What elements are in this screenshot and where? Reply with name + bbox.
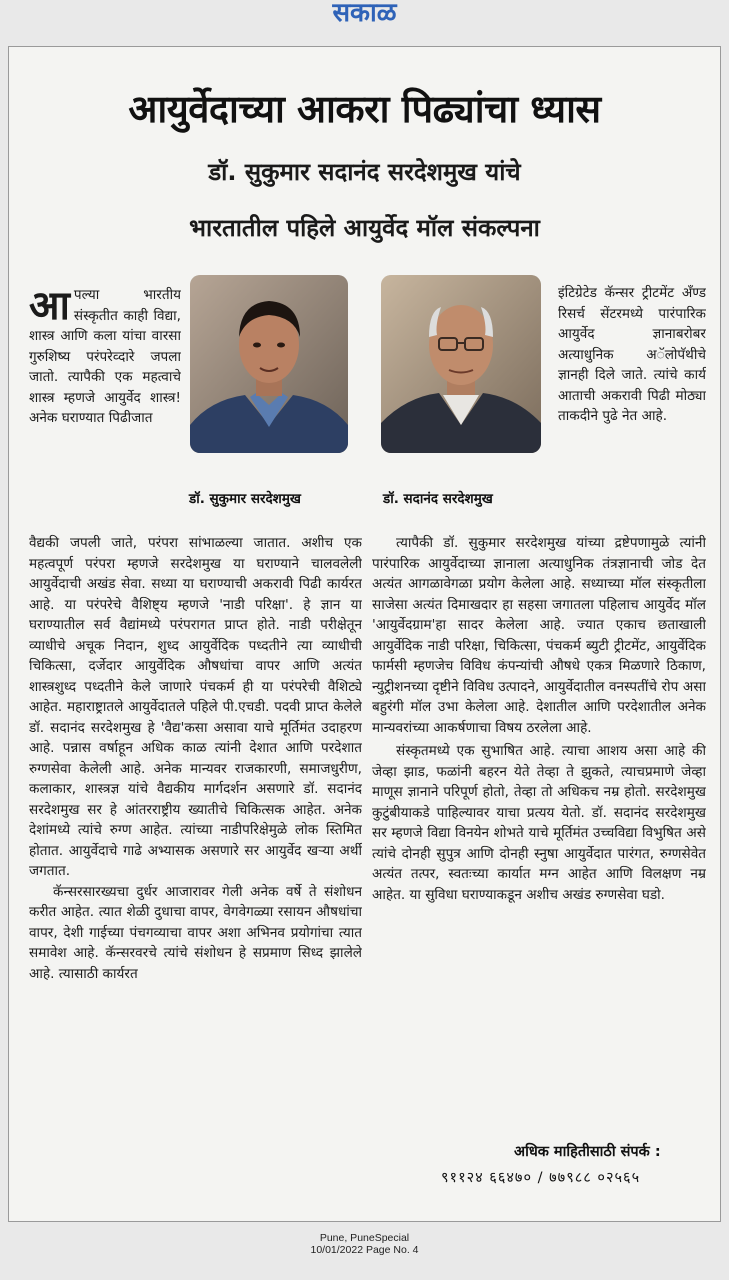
column-2-body <box>372 533 706 1173</box>
footer-edition: Pune, PuneSpecial <box>319 1232 410 1244</box>
column-1-paragraph-2: कॅन्सरसारख्यचा दुर्धर आजारावर गेली अनेक वर्षे ते संशोधन करीत आहेत. त्यात शेळी दुधाचा वापर, वेगवेगळ्या रसायन औषधांचा वापर, देशी गाईच्या पंचगव्याचा वापर अशा अभिनव प्रयोगांचा त्यात समावेश आहे. कॅन्सरवरचे त्यांचे संशोधन हे सप्रमाण सिध्द झालेले आहे. त्यासाठी कार्यरत <box>29 883 362 982</box>
photo-sadanand-sardeshmukh <box>381 275 541 453</box>
headline: आयुर्वेदाच्या आकरा पिढ्यांचा ध्यास <box>128 87 601 131</box>
footer-date-page: 10/01/2022 Page No. 4 <box>310 1244 419 1256</box>
subheadline-1: डॉ. सुकुमार सदानंद सरदेशमुख यांचे <box>208 158 521 186</box>
masthead-logo: सकाळ <box>332 0 397 28</box>
column-2-paragraph-1: त्यापैकी डॉ. सुकुमार सरदेशमुख यांच्या द्रष्टेपणामुळे त्यांनी पारंपारिक आयुर्वेदाच्या ज्ञानाला अत्याधुनिक तंत्रज्ञानाची जोड देत अत्यंत आगळावेगळा प्रयोग केलेला आहे. सध्याच्या मॉल संस्कृतीला साजेसा अत्यंत दिमाखदार हा सहसा जगातला पहिलाच आयुर्वेद मॉल 'आयुर्वेदग्राम'हा सादर केलेला आहे. ज्यात एकाच छताखाली आयुर्वेदिक नाडी परिक्षा, चिकित्सा, पंचकर्म ब्युटी ट्रीटमेंट, आयुर्वेदिक फार्मसी म्हणजेच विविध कंपन्यांची औषधे एकत्र मिळणारे ठिकाण, न्युट्रीशनच्या दृष्टीने विविध उत्पादने, आयुर्वेदातील वनस्पतींचे रोप असा बहुरंगी मॉल उभा केलेला आहे. देशातील आणि परदेशातील अनेक मान्यवरांच्या आकर्षणाचा विषय ठरलेला आहे. <box>372 535 706 736</box>
drop-cap: आ <box>29 285 70 329</box>
column-1-body <box>29 533 362 1167</box>
contact-label: अधिक माहितीसाठी संपर्क : <box>514 1144 661 1160</box>
column-1-paragraph-1: वैद्यकी जपली जाते, परंपरा सांभाळल्या जातात. अशीच एक महत्वपूर्ण परंपरा म्हणजे सरदेशमुख या घराण्याने चालवलेली आयुर्वेदाची अखंड सेवा. सध्या या घराण्याची अकरावी पिढी कार्यरत आहे. या परंपरेचे वैशिष्ट्य म्हणजे 'नाडी परिक्षा'. हे ज्ञान या घराण्यातील सर्व वैद्यांमध्ये परंपरागत प्राप्त होते. नाडी परीक्षेतून व्याधीचे अचूक निदान, शुध्द आयुर्वेदिक पध्दतीने त्या व्याधीची चिकित्सा, दर्जेदार आयुर्वेदिक औषधांचा वापर आणि अत्यंत शास्त्रशुध्द पध्दतीने केले जाणारे पंचकर्म ही या परंपरेची वैशिट्ये आहेत. महाराष्ट्रातले आयुर्वेदातले पहिले पी.एचडी. पदवी प्राप्त केलेले डॉ. सदानंद सरदेशमुख हे 'वैद्य'कसा असावा याचे मूर्तिमंत उदाहरण आहे. पन्नास वर्षाहून अधिक काळ त्यांनी देशात आणि परदेशात रुग्णसेवा केलेली आहे. अनेक मान्यवर राजकारणी, समाजधुरीण, कलाकार, शास्त्रज्ञ यांचे वैद्यकीय मार्गदर्शन असणारे डॉ. सदानंद सरदेशमुख सर हे आंतरराष्ट्रीय ख्यातीचे चिकित्सक आहेत. अनेक देशांमध्ये त्यांचे रुग्ण आहेत. त्यांच्या नाडीपरिक्षेमुळे लोक स्तिमित होतात. आयुर्वेदाचे गाढे अभ्यासक असणारे सर आयुर्वेद खऱ्या अर्थी जगतात. <box>29 535 362 879</box>
photo-1-caption: डॉ. सुकुमार सरदेशमुख <box>189 491 301 507</box>
column-1-intro: पल्या भारतीय संस्कृतीत काही विद्या, शास्त्र आणि कला यांचा वारसा गुरुशिष्य परंपरेव्दारे जपला जातो. त्यापैकी एक महत्वाचे शास्त्र म्हणजे आयुर्वेद शास्त्र! अनेक घराण्यात पिढीजात <box>29 287 181 426</box>
photo-2-caption: डॉ. सदानंद सरदेशमुख <box>383 491 493 507</box>
column-2-paragraph-2: संस्कृतमध्ये एक सुभाषित आहे. त्याचा आशय असा आहे की जेव्हा झाड, फळांनी बहरन येते तेव्हा ते झुकते, त्याचप्रमाणे जेव्हा माणूस ज्ञानाने परिपूर्ण होतो, तेव्हा तो अधिकच नम्र होतो. सरदेशमुख कुटुंबीयाकडे पाहिल्यावर याचा प्रत्यय येतो. डॉ. सदानंद सरदेशमुख सर म्हणजे विद्या विनयेन शोभते याचे मूर्तिमंत उच्चविद्या विभुषित असे त्यांचे दोनही सुपुत्र आणि दोनही स्नुषा आयुर्वेदात पारंगत, रुग्णसेवेत अत्यंत तत्पर, स्वतःच्या कार्यात मग्न आहेत आणि विलक्षण नम्र आहेत. या सुविधा घराण्याकडून अशीच अखंड रुग्णसेवा घडो. <box>372 743 706 903</box>
subheadline-2: भारतातील पहिले आयुर्वेद मॉल संकल्पना <box>189 214 540 242</box>
page-footer <box>0 1232 729 1256</box>
portrait-image-2 <box>381 275 541 453</box>
portrait-image-1 <box>190 275 348 453</box>
column-3-top: इंटिग्रेटेड कॅन्सर ट्रीटमेंट अँण्ड रिसर्च सेंटरमध्ये पारंपारिक आयुर्वेद ज्ञानाबरोबर अत्याधुनिक अॅलोपॅथीचे ज्ञानही दिले जाते. त्यांचे कार्य आताची अकरावी पिढी मोठ्या ताकदीने पुढे नेत आहे. <box>558 285 706 424</box>
contact-phone: ९११२४ ६६४७० / ७७९८८ ०२५६५ <box>441 1170 641 1186</box>
article <box>8 46 721 1222</box>
photo-sukumar-sardeshmukh <box>190 275 348 453</box>
